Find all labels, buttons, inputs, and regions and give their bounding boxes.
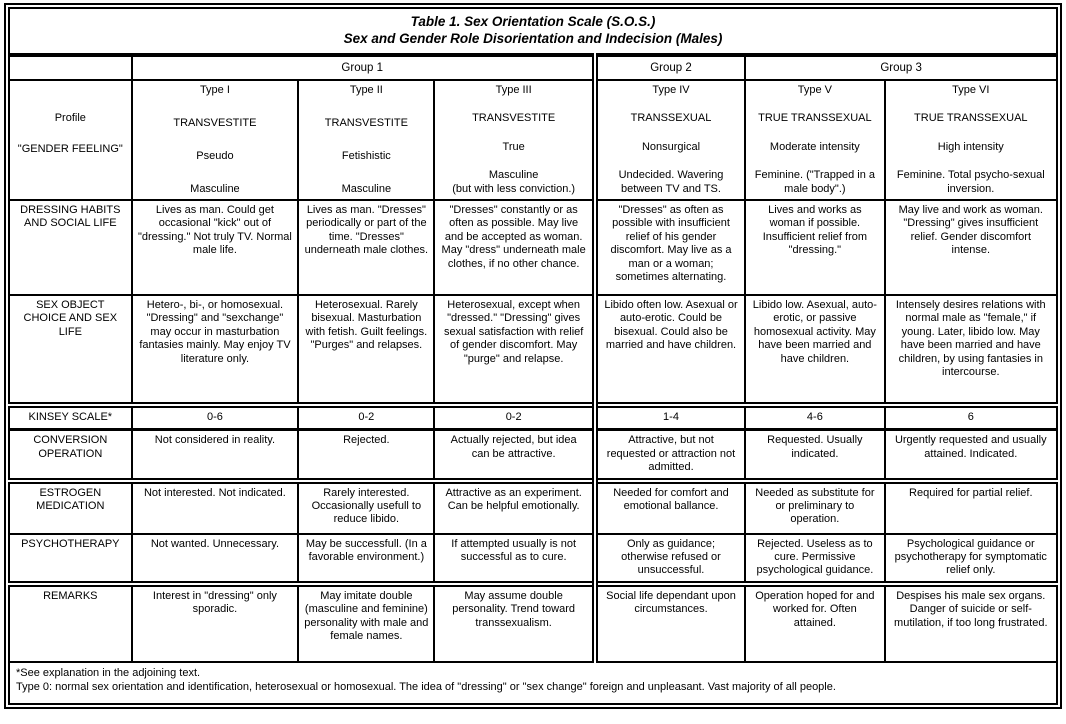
type-stack: [891, 84, 1051, 196]
type-feeling: [440, 169, 586, 196]
type-cell-4: [595, 80, 745, 200]
profile-label: Profile: [54, 111, 86, 124]
row-header-profile: [9, 80, 132, 200]
type-feeling: [138, 183, 293, 196]
group-1-header: Group 1: [132, 55, 595, 80]
type-number: Type VI: [952, 83, 990, 96]
psychotherapy-row: [9, 534, 1057, 584]
type-cell-6: [885, 80, 1057, 200]
table-cell: If attempted usually is not successful as to cure.: [434, 534, 594, 584]
table-cell: Requested. Usually indicated.: [745, 430, 884, 481]
type-feeling: [304, 183, 428, 196]
type-cell-2: [298, 80, 434, 200]
type-name: TRANSSEXUAL: [630, 112, 712, 125]
table-cell: Lives as man. "Dresses" periodically or part of the time. "Dresses" underneath male clothes.: [298, 200, 434, 295]
type-number: Type II: [349, 83, 383, 96]
type-number: Type V: [797, 83, 832, 96]
table-cell: Only as guidance; otherwise refused or unsuccessful.: [595, 534, 745, 584]
table-cell: Required for partial relief.: [885, 481, 1057, 534]
title-row: [9, 8, 1057, 55]
type-stack: [304, 84, 428, 196]
group-3-header: Group 3: [745, 55, 1057, 80]
row-header-psychotherapy: PSYCHOTHERAPY: [9, 534, 132, 584]
table-cell: Lives as man. Could get occasional "kick" out of "dressing." Not truly TV. Normal male life.: [132, 200, 299, 295]
type-feeling-text: Feminine. Total psycho-sexual inversion.: [896, 169, 1045, 195]
table-cell: May live and work as woman. "Dressing" gives insufficient relief. Gender discomfort intense.: [885, 200, 1057, 295]
table-cell: Actually rejected, but idea can be attractive.: [434, 430, 594, 481]
table-cell: Not considered in reality.: [132, 430, 299, 481]
table-cell: Needed as substitute for or preliminary to operation.: [745, 481, 884, 534]
kinsey-scale-row: [9, 405, 1057, 430]
profile-row: [9, 80, 1057, 200]
type-feeling: [751, 169, 878, 196]
table-cell: Needed for comfort and emotional ballance.: [595, 481, 745, 534]
table-cell: Not interested. Not indicated.: [132, 481, 299, 534]
table-cell: Libido low. Asexual, auto-erotic, or passive homosexual activity. May have been married and have children.: [745, 295, 884, 405]
table-cell: 0-2: [298, 405, 434, 430]
type-feeling-text: Undecided. Wavering between TV and TS.: [618, 169, 724, 195]
table-cell: 0-6: [132, 405, 299, 430]
type-name: TRUE TRANSSEXUAL: [914, 112, 1028, 125]
table-cell: 0-2: [434, 405, 594, 430]
table-cell: Hetero-, bi-, or homosexual. "Dressing" and "sexchange" may occur in masturbation fantasies mainly. May enjoy TV literature only.: [132, 295, 299, 405]
type-name: TRANSVESTITE: [472, 112, 556, 125]
type-number: Type I: [199, 83, 230, 96]
row-header-kinsey-scale: KINSEY SCALE*: [9, 405, 132, 430]
table-cell: 1-4: [595, 405, 745, 430]
table-cell: Attractive, but not requested or attraction not admitted.: [595, 430, 745, 481]
dressing-habits-row: [9, 200, 1057, 295]
table-cell: Operation hoped for and worked for. Often attained.: [745, 584, 884, 662]
table-cell: Interest in "dressing" only sporadic.: [132, 584, 299, 662]
row-header-estrogen-medication: ESTROGEN MEDICATION: [9, 481, 132, 534]
type-subtype: Fetishistic: [341, 149, 391, 162]
table-cell: Heterosexual. Rarely bisexual. Masturbation with fetish. Guilt feelings. "Purges" and relapses.: [298, 295, 434, 405]
table-cell: Urgently requested and usually attained. Indicated.: [885, 430, 1057, 481]
title-line-2: Sex and Gender Role Disorientation and Indecision (Males): [343, 31, 723, 47]
table-cell: Intensely desires relations with normal male as "female," if young. Later, libido low. May have been married and have children, by using fantasies in intercourse.: [885, 295, 1057, 405]
row-header-conversion-operation: CONVERSION OPERATION: [9, 430, 132, 481]
table-cell: Lives and works as woman if possible. Insufficient relief from "dressing.": [745, 200, 884, 295]
type-feeling-cont: (but with less conviction.): [452, 182, 576, 195]
table-cell: Attractive as an experiment. Can be helpful emotionally.: [434, 481, 594, 534]
type-feeling-text: Masculine: [190, 182, 240, 195]
group-2-header: Group 2: [595, 55, 745, 80]
table-cell: Not wanted. Unnecessary.: [132, 534, 299, 584]
gender-feeling-label: "GENDER FEELING": [17, 143, 123, 156]
corner-cell: [9, 55, 132, 80]
type-cell-3: [434, 80, 594, 200]
table-title: [9, 8, 1057, 55]
type-number: Type IV: [652, 83, 690, 96]
row-header-remarks: REMARKS: [9, 584, 132, 662]
table-cell: Rarely interested. Occasionally usefull to reduce libido.: [298, 481, 434, 534]
table-cell: Rejected. Useless as to cure. Permissive psychological guidance.: [745, 534, 884, 584]
table-cell: Rejected.: [298, 430, 434, 481]
type-name: TRUE TRANSSEXUAL: [758, 112, 872, 125]
type-name: TRANSVESTITE: [324, 116, 408, 129]
table-cell: 4-6: [745, 405, 884, 430]
type-cell-1: [132, 80, 299, 200]
table-cell: Libido often low. Asexual or auto-erotic. Could be bisexual. Could also be married and have children.: [595, 295, 745, 405]
table-cell: 6: [885, 405, 1057, 430]
type-subtype: True: [502, 140, 525, 153]
type-cell-5: [745, 80, 884, 200]
type-feeling-text: Masculine: [341, 182, 392, 195]
type-number: Type III: [495, 83, 532, 96]
table-cell: Social life dependant upon circumstances.: [595, 584, 745, 662]
type-feeling-text: Feminine. ("Trapped in a male body".): [754, 169, 876, 195]
table-cell: Heterosexual, except when "dressed." "Dressing" gives sexual satisfaction with relief of gender discomfort. May "purge" and relapse.: [434, 295, 594, 405]
type-subtype: Moderate intensity: [769, 140, 860, 153]
table-frame: [4, 3, 1062, 709]
conversion-operation-row: [9, 430, 1057, 481]
row-header-sex-object: SEX OBJECT CHOICE AND SEX LIFE: [9, 295, 132, 405]
type-subtype: Pseudo: [196, 149, 234, 162]
type-stack: [440, 84, 586, 196]
table-cell: "Dresses" as often as possible with insufficient relief of his gender discomfort. May live as a man or a woman; sometimes alternating.: [595, 200, 745, 295]
type-stack: [603, 84, 739, 196]
type-feeling-text: Masculine: [488, 169, 539, 182]
type-name: TRANSVESTITE: [173, 116, 257, 129]
footnote-row: [9, 662, 1057, 704]
group-header-row: [9, 55, 1057, 80]
footnote-cell: [9, 662, 1057, 704]
table-cell: Psychological guidance or psychotherapy for symptomatic relief only.: [885, 534, 1057, 584]
type-subtype: High intensity: [937, 140, 1004, 153]
title-line-1: Table 1. Sex Orientation Scale (S.O.S.): [410, 14, 656, 29]
table-cell: May be successfull. (In a favorable environment.): [298, 534, 434, 584]
sex-object-row: [9, 295, 1057, 405]
table-cell: May imitate double (masculine and feminine) personality with male and female names.: [298, 584, 434, 662]
footnote-type-0: Type 0: normal sex orientation and identification, heterosexual or homosexual. The idea of "dressing" or "sex change" foreign and unpleasant. Vast majority of all people.: [16, 681, 836, 694]
footnote-asterisk: *See explanation in the adjoining text.: [16, 666, 201, 679]
estrogen-medication-row: [9, 481, 1057, 534]
sos-table: [8, 7, 1058, 705]
remarks-row: [9, 584, 1057, 662]
table-cell: Despises his male sex organs. Danger of suicide or self-mutilation, if too long frustrated.: [885, 584, 1057, 662]
type-feeling: [603, 169, 739, 196]
type-feeling: [891, 169, 1051, 196]
type-stack: [751, 84, 878, 196]
row-header-dressing-habits: DRESSING HABITS AND SOCIAL LIFE: [9, 200, 132, 295]
type-subtype: Nonsurgical: [641, 140, 701, 153]
table-cell: "Dresses" constantly or as often as possible. May live and be accepted as woman. May "dress" underneath male clothes, if no other chance.: [434, 200, 594, 295]
table-cell: May assume double personality. Trend toward transsexualism.: [434, 584, 594, 662]
type-stack: [138, 84, 293, 196]
profile-header-stack: [15, 84, 126, 196]
